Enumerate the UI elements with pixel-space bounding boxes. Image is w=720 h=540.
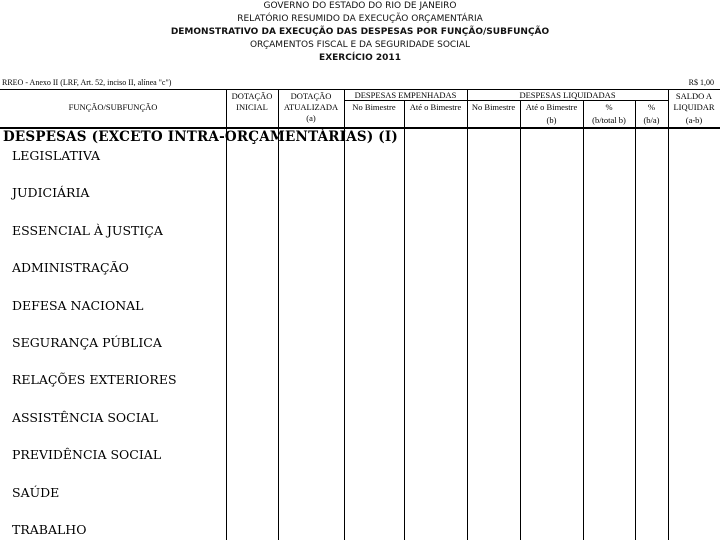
- row-label-relacoes-exteriores: RELAÇÕES EXTERIORES: [12, 372, 177, 387]
- row-label-trabalho: TRABALHO: [12, 522, 87, 537]
- col-header-empenhadas-no-bimestre: No Bimestre: [352, 102, 396, 112]
- col-divider: [635, 100, 636, 540]
- report-title: RELATÓRIO RESUMIDO DA EXECUÇÃO ORÇAMENTÁRIA: [237, 14, 483, 24]
- report-statement-title: DEMONSTRATIVO DA EXECUÇÃO DAS DESPESAS POR FUNÇÃO/SUBFUNÇÃO: [170, 27, 550, 37]
- col-divider: [278, 89, 279, 540]
- row-label-defesa-nacional: DEFESA NACIONAL: [12, 298, 144, 313]
- col-divider: [404, 100, 405, 540]
- report-government-title: GOVERNO DO ESTADO DO RIO DE JANEIRO: [263, 1, 457, 11]
- row-label-previdencia-social: PREVIDÊNCIA SOCIAL: [12, 447, 162, 462]
- col-divider: [344, 89, 345, 540]
- col-header-pct-total-line1: %: [605, 102, 613, 112]
- col-header-function: FUNÇÃO/SUBFUNÇÃO: [68, 102, 158, 112]
- col-header-saldo-line2: LIQUIDAR: [673, 102, 715, 112]
- col-divider: [668, 89, 669, 540]
- col-divider: [226, 89, 227, 540]
- row-label-judiciaria: JUDICIÁRIA: [12, 185, 90, 200]
- col-header-dotacao-atualizada-line2: ATUALIZADA: [283, 102, 339, 112]
- col-header-dotacao-inicial-line1: DOTAÇÃO: [231, 91, 273, 101]
- col-header-empenhadas-ate-bimestre: Até o Bimestre: [409, 102, 462, 112]
- col-header-pct-ba-line1: %: [647, 102, 656, 112]
- section-title: DESPESAS (EXCETO INTRA-ORÇAMENTÁRIAS) (I): [3, 129, 398, 145]
- liquidadas-divider: [467, 100, 668, 101]
- col-header-dotacao-atualizada-line1: DOTAÇÃO: [290, 91, 332, 101]
- col-header-pct-total-line2: (b/total b): [592, 115, 626, 125]
- col-header-pct-ba-line2: (b/a): [643, 115, 660, 125]
- row-label-assistencia-social: ASSISTÊNCIA SOCIAL: [12, 410, 158, 425]
- row-label-administracao: ADMINISTRAÇÃO: [12, 260, 129, 275]
- col-header-dotacao-inicial-line2: INICIAL: [236, 102, 268, 112]
- col-header-liquidadas-no-bimestre: No Bimestre: [471, 102, 516, 112]
- currency-unit: R$ 1,00: [688, 78, 714, 87]
- col-header-saldo-line3: (a-b): [685, 115, 703, 125]
- row-label-essencial-justica: ESSENCIAL À JUSTIÇA: [12, 223, 163, 238]
- annex-reference: RREO - Anexo II (LRF, Art. 52, inciso II, alínea "c"): [2, 78, 172, 87]
- col-group-despesas-liquidadas: DESPESAS LIQUIDADAS: [519, 90, 616, 100]
- col-header-liquidadas-ate-bimestre-line2: (b): [546, 115, 557, 125]
- col-divider: [520, 100, 521, 540]
- report-fiscal-year: EXERCÍCIO 2011: [319, 53, 401, 63]
- row-label-saude: SAÚDE: [12, 485, 60, 500]
- col-group-despesas-empenhadas: DESPESAS EMPENHADAS: [354, 90, 457, 100]
- row-label-seguranca-publica: SEGURANÇA PÚBLICA: [12, 335, 162, 350]
- empenhadas-divider: [345, 100, 467, 101]
- col-divider: [467, 89, 468, 540]
- col-header-liquidadas-ate-bimestre-line1: Até o Bimestre: [525, 102, 578, 112]
- report-budget-scope: ORÇAMENTOS FISCAL E DA SEGURIDADE SOCIAL: [249, 40, 471, 50]
- row-label-legislativa: LEGISLATIVA: [12, 148, 101, 163]
- col-divider: [583, 100, 584, 540]
- col-header-dotacao-atualizada-line3: (a): [306, 113, 316, 123]
- col-header-saldo-line1: SALDO A: [675, 91, 713, 101]
